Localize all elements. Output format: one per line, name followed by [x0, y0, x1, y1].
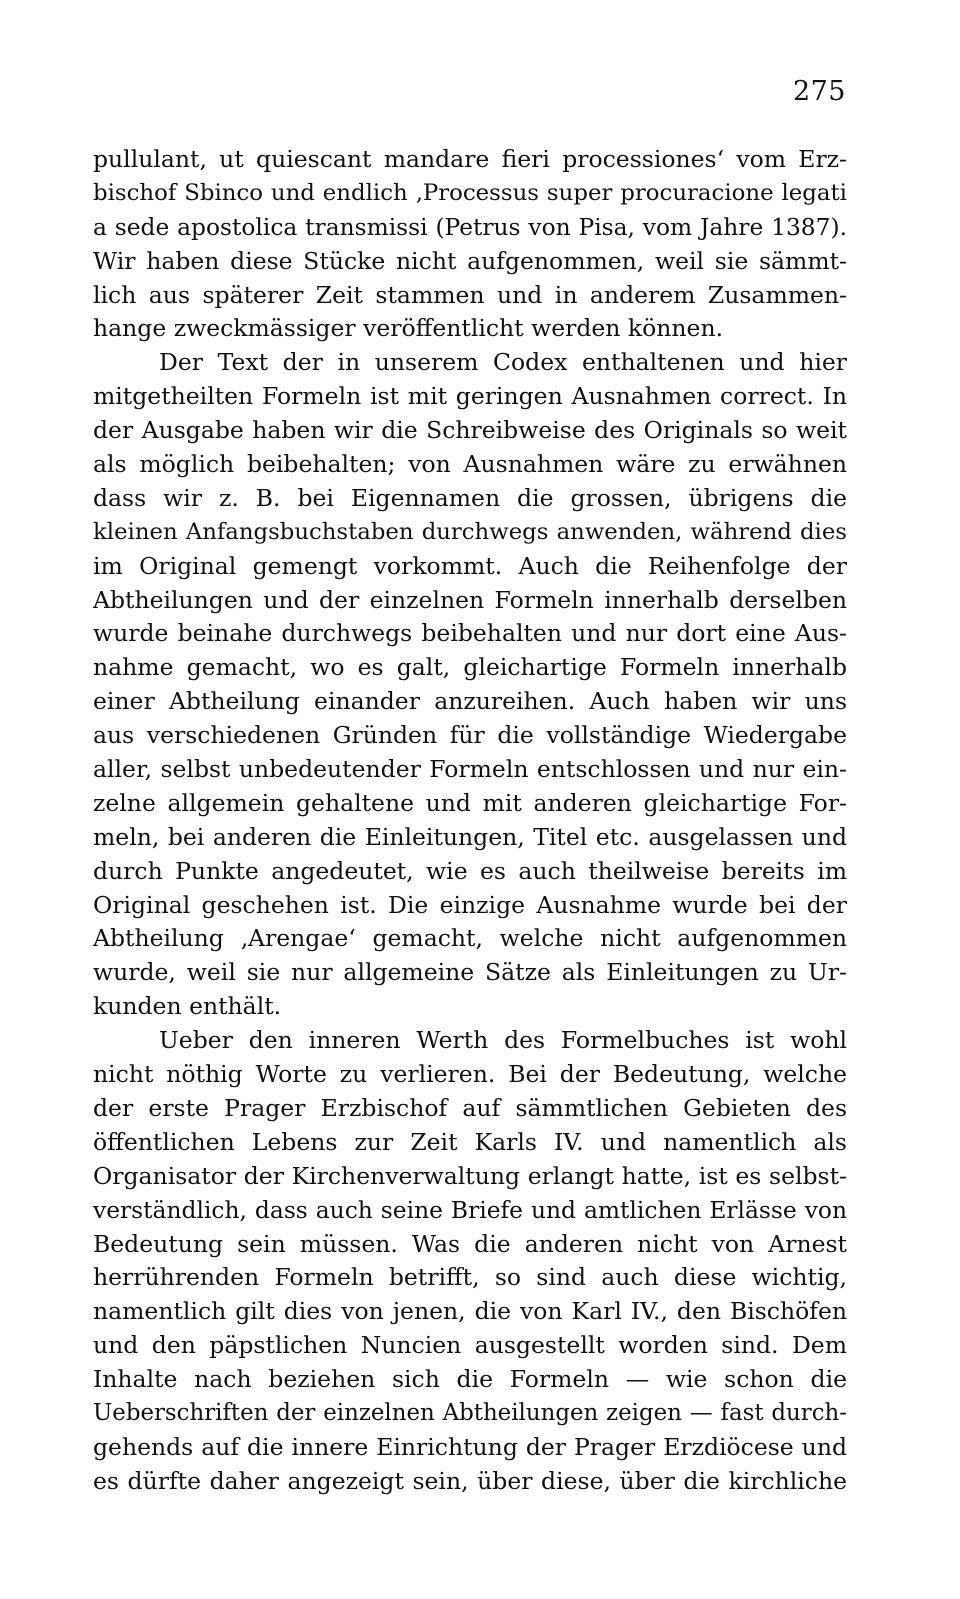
text-line: herrührenden Formeln betrifft, so sind auch diese wichtig, — [93, 1263, 847, 1292]
text-line: Bedeutung sein müssen. Was die anderen nicht von Arnest — [93, 1229, 847, 1258]
text-line: aus verschiedenen Gründen für die vollständige Wiedergabe — [93, 721, 847, 750]
text-line: es dürfte daher angezeigt sein, über diese, über die kirchliche — [93, 1466, 847, 1495]
text-line: Abtheilungen und der einzelnen Formeln innerhalb derselben — [93, 585, 847, 614]
text-line: zelne allgemein gehaltene und mit anderen gleichartige For- — [93, 788, 847, 817]
text-line: nahme gemacht, wo es galt, gleichartige Formeln innerhalb — [93, 653, 847, 682]
text-line: Abtheilung ‚Arengae‘ gemacht, welche nicht aufgenommen — [93, 924, 847, 953]
text-line: Inhalte nach beziehen sich die Formeln — wie schon die — [93, 1365, 847, 1394]
text-line: lich aus späterer Zeit stammen und in anderem Zusammen- — [93, 280, 847, 309]
text-line: öffentlichen Lebens zur Zeit Karls IV. und namentlich als — [93, 1127, 847, 1156]
text-line: wurde, weil sie nur allgemeine Sätze als Einleitungen zu Ur- — [93, 958, 847, 987]
text-line: nicht nöthig Worte zu verlieren. Bei der Bedeutung, welche — [93, 1060, 847, 1089]
text-line: gehends auf die innere Einrichtung der Prager Erzdiöcese und — [93, 1432, 847, 1461]
text-line: einer Abtheilung einander anzureihen. Auch haben wir uns — [93, 687, 847, 716]
text-line: pullulant, ut quiescant mandare fieri processiones‘ vom Erz- — [93, 145, 847, 173]
text-line: aller, selbst unbedeutender Formeln entschlossen und nur ein- — [93, 755, 847, 784]
text-line: meln, bei anderen die Einleitungen, Titel etc. ausgelassen und — [93, 822, 847, 851]
text-line: Wir haben diese Stücke nicht aufgenommen, weil sie sämmt- — [93, 246, 847, 275]
text-line: der Ausgabe haben wir die Schreibweise des Originals so weit — [93, 416, 847, 445]
text-line: Original geschehen ist. Die einzige Ausnahme wurde bei der — [93, 890, 847, 919]
text-line: der erste Prager Erzbischof auf sämmtlichen Gebieten des — [93, 1093, 847, 1122]
text-line: Der Text der in unserem Codex enthaltenen und hier — [159, 348, 847, 377]
text-line: namentlich gilt dies von jenen, die von Karl IV., den Bischöfen — [93, 1297, 847, 1326]
body-text — [93, 143, 847, 1499]
text-line: Ueber den inneren Werth des Formelbuches ist wohl — [159, 1026, 847, 1055]
text-line: im Original gemengt vorkommt. Auch die Reihenfolge der — [93, 551, 847, 580]
text-line: verständlich, dass auch seine Briefe und amtlichen Erlässe von — [93, 1195, 847, 1224]
text-line: a sede apostolica transmissi (Petrus von Pisa, vom Jahre 1387). — [93, 212, 847, 241]
page-number: 275 — [792, 76, 846, 107]
text-line: Organisator der Kirchenverwaltung erlangt hatte, ist es selbst- — [93, 1161, 847, 1190]
text-line: kunden enthält. — [93, 992, 282, 1021]
text-line: kleinen Anfangsbuchstaben durchwegs anwenden, während dies — [93, 518, 847, 545]
text-line: und den päpstlichen Nuncien ausgestellt worden sind. Dem — [93, 1331, 847, 1360]
text-line: bischof Sbinco und endlich ‚Processus super procuracione legati — [93, 179, 847, 206]
text-line: mitgetheilten Formeln ist mit geringen Ausnahmen correct. In — [93, 382, 847, 411]
text-line: als möglich beibehalten; von Ausnahmen wäre zu erwähnen — [93, 450, 847, 479]
text-line: hange zweckmässiger veröffentlicht werden können. — [93, 314, 724, 343]
text-line: wurde beinahe durchwegs beibehalten und nur dort eine Aus- — [93, 619, 847, 648]
text-line: dass wir z. B. bei Eigennamen die grossen, übrigens die — [93, 483, 847, 512]
text-line: Ueberschriften der einzelnen Abtheilungen zeigen — fast durch- — [93, 1399, 847, 1426]
text-line: durch Punkte angedeutet, wie es auch theilweise bereits im — [93, 856, 847, 885]
